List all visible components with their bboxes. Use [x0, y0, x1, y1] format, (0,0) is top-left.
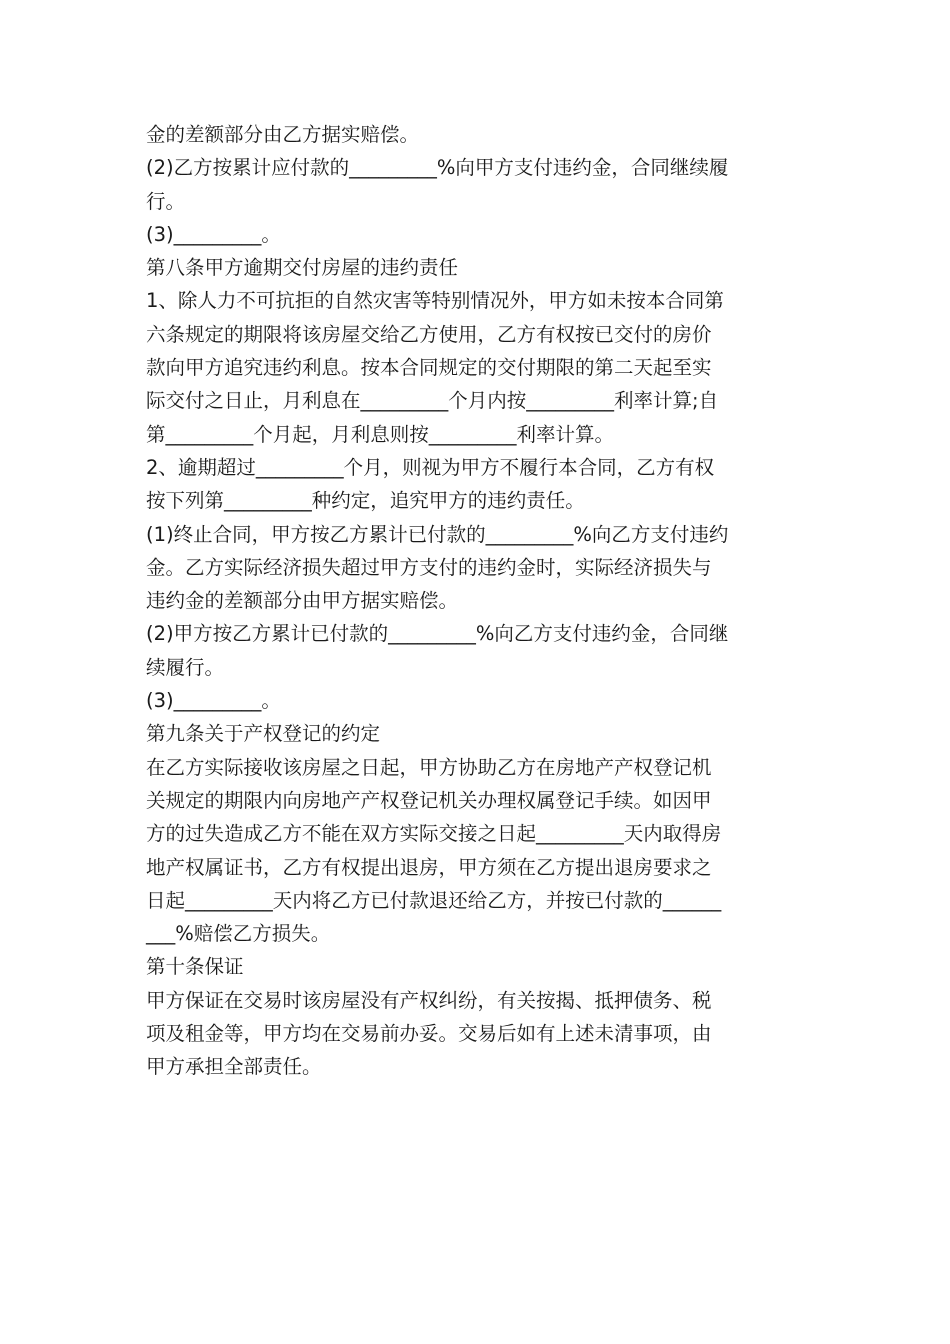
text-line: (3)_________。: [146, 689, 281, 713]
text-line: 甲方承担全部责任。: [146, 1055, 322, 1079]
text-line: 按下列第_________种约定，追究甲方的违约责任。: [146, 489, 585, 513]
text-line: (2)甲方按乙方累计已付款的_________%向乙方支付违约金，合同继: [146, 622, 729, 646]
text-line: 第_________个月起，月利息则按_________利率计算。: [146, 422, 615, 446]
section-heading-9: 第九条关于产权登记的约定: [146, 722, 381, 746]
text-line: 项及租金等，甲方均在交易前办妥。交易后如有上述未清事项，由: [146, 1022, 712, 1046]
document-body: [146, 118, 810, 1084]
text-line: 在乙方实际接收该房屋之日起，甲方协助乙方在房地产产权登记机: [146, 755, 712, 779]
text-line: 续履行。: [146, 655, 225, 679]
text-line: 违约金的差额部分由甲方据实赔偿。: [146, 589, 459, 613]
text-line: 关规定的期限内向房地产产权登记机关办理权属登记手续。如因甲: [146, 788, 712, 812]
section-heading-10: 第十条保证: [146, 955, 244, 979]
text-line: 2、逾期超过_________个月，则视为甲方不履行本合同，乙方有权: [146, 455, 715, 479]
text-line: 款向甲方追究违约利息。按本合同规定的交付期限的第二天起至实: [146, 356, 712, 380]
text-line: 金的差额部分由乙方据实赔偿。: [146, 123, 420, 146]
text-line: ___%赔偿乙方损失。: [146, 922, 331, 946]
text-line: 行。: [146, 189, 186, 213]
section-heading-8: 第八条甲方逾期交付房屋的违约责任: [146, 256, 459, 280]
text-line: 1、除人力不可抗拒的自然灾害等特别情况外，甲方如未按本合同第: [146, 289, 724, 313]
text-line: (3)_________。: [146, 222, 281, 246]
text-line: 方的过失造成乙方不能在双方实际交接之日起_________天内取得房: [146, 822, 722, 846]
text-line: 日起_________天内将乙方已付款退还给乙方，并按已付款的______: [146, 888, 722, 912]
text-line: 六条规定的期限将该房屋交给乙方使用，乙方有权按已交付的房价: [146, 322, 712, 346]
text-line: 地产权属证书，乙方有权提出退房，甲方须在乙方提出退房要求之: [146, 855, 712, 879]
text-line: (2)乙方按累计应付款的_________%向甲方支付违约金，合同继续履: [146, 156, 729, 180]
text-line: 金。乙方实际经济损失超过甲方支付的违约金时，实际经济损失与: [146, 555, 712, 579]
text-line: (1)终止合同，甲方按乙方累计已付款的_________%向乙方支付违约: [146, 522, 729, 546]
text-line: 际交付之日止，月利息在_________个月内按_________利率计算;自: [146, 389, 719, 413]
text-line: 甲方保证在交易时该房屋没有产权纠纷，有关按揭、抵押债务、税: [146, 988, 712, 1012]
